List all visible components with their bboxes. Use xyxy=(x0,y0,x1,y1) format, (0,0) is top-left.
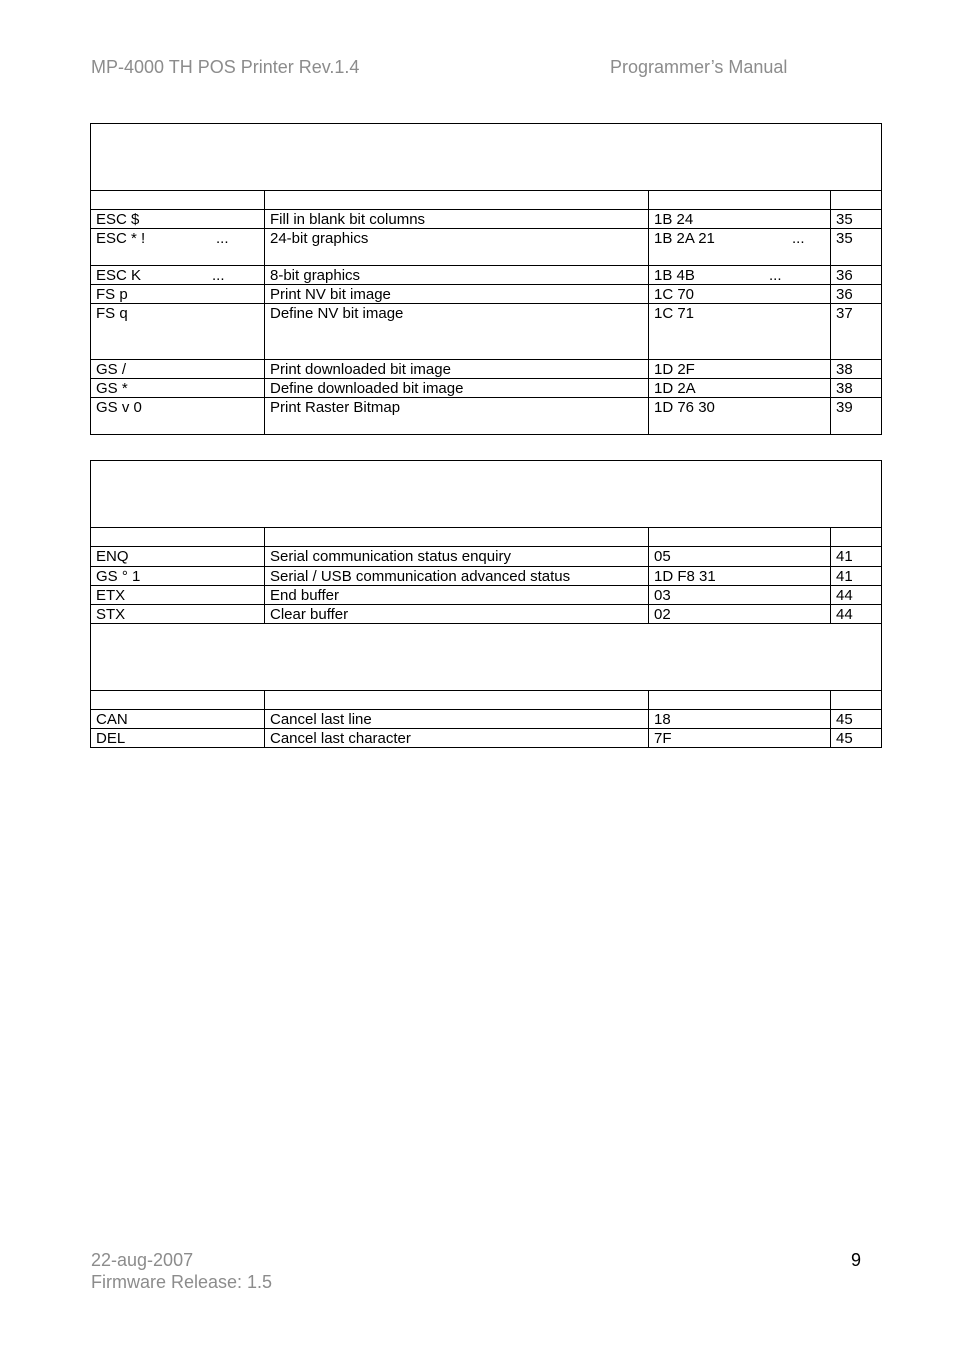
page-cell: 36 xyxy=(831,266,882,285)
footer-firmware-release: Firmware Release: 1.5 xyxy=(91,1272,273,1292)
ellipsis: ... xyxy=(769,267,782,284)
command-cell: GS * xyxy=(91,379,265,398)
command-cell: FS p xyxy=(91,285,265,304)
hex-cell: 1D F8 31 xyxy=(649,567,831,586)
page-cell: 45 xyxy=(831,729,882,748)
table-row xyxy=(91,567,882,586)
command-cell: GS ° 1 xyxy=(91,567,265,586)
hex-cell: 1D 2F xyxy=(649,360,831,379)
hex-cell: 1B 2A 21 ... xyxy=(649,229,831,266)
ellipsis: ... xyxy=(212,267,225,284)
command-cell: ESC K ... xyxy=(91,266,265,285)
table-row xyxy=(91,360,882,379)
table-row xyxy=(91,266,882,285)
description-cell: End buffer xyxy=(265,586,649,605)
table-row xyxy=(91,304,882,360)
page-cell: 39 xyxy=(831,398,882,435)
page-cell: 38 xyxy=(831,360,882,379)
table-row xyxy=(91,285,882,304)
table-row xyxy=(91,229,882,266)
hex-cell: 7F xyxy=(649,729,831,748)
command-cell: STX xyxy=(91,605,265,624)
page-cell: 37 xyxy=(831,304,882,360)
hex-cell: 1D 76 30 xyxy=(649,398,831,435)
command-cell: CAN xyxy=(91,710,265,729)
table-row xyxy=(91,210,882,229)
table-title-row xyxy=(91,124,882,191)
hex-cell: 1B 24 xyxy=(649,210,831,229)
status-and-buffer-commands-table xyxy=(90,460,882,748)
table-row xyxy=(91,379,882,398)
table-row xyxy=(91,729,882,748)
description-cell: Define downloaded bit image xyxy=(265,379,649,398)
command-cell: GS v 0 xyxy=(91,398,265,435)
hex-cell: 18 xyxy=(649,710,831,729)
page-cell: 41 xyxy=(831,567,882,586)
ellipsis: ... xyxy=(216,230,229,247)
hex-cell: 02 xyxy=(649,605,831,624)
page-cell: 35 xyxy=(831,229,882,266)
table-row xyxy=(91,398,882,435)
table-header-row xyxy=(91,528,882,547)
bit-image-commands-table xyxy=(90,123,882,435)
command-cell: ESC $ xyxy=(91,210,265,229)
description-cell: Print downloaded bit image xyxy=(265,360,649,379)
command-cell: GS / xyxy=(91,360,265,379)
command-cell: ETX xyxy=(91,586,265,605)
page-cell: 38 xyxy=(831,379,882,398)
description-cell: Serial / USB communication advanced status xyxy=(265,567,649,586)
ellipsis: ... xyxy=(792,230,805,247)
hex-cell: 1C 71 xyxy=(649,304,831,360)
page-cell: 41 xyxy=(831,547,882,567)
header-document-title: MP-4000 TH POS Printer Rev.1.4 xyxy=(91,57,360,77)
table-row xyxy=(91,586,882,605)
description-cell: Print Raster Bitmap xyxy=(265,398,649,435)
table-row xyxy=(91,547,882,567)
description-cell: Fill in blank bit columns xyxy=(265,210,649,229)
command-cell: ESC * ! ... xyxy=(91,229,265,266)
description-cell: Cancel last character xyxy=(265,729,649,748)
table-title-row xyxy=(91,624,882,691)
command-cell: ENQ xyxy=(91,547,265,567)
description-cell: Serial communication status enquiry xyxy=(265,547,649,567)
command-cell: DEL xyxy=(91,729,265,748)
page-cell: 35 xyxy=(831,210,882,229)
hex-cell: 05 xyxy=(649,547,831,567)
hex-cell: 1C 70 xyxy=(649,285,831,304)
page-cell: 45 xyxy=(831,710,882,729)
page-cell: 44 xyxy=(831,605,882,624)
table-header-row xyxy=(91,191,882,210)
description-cell: 24-bit graphics xyxy=(265,229,649,266)
description-cell: Cancel last line xyxy=(265,710,649,729)
page-cell: 44 xyxy=(831,586,882,605)
page-cell: 36 xyxy=(831,285,882,304)
command-cell: FS q xyxy=(91,304,265,360)
page-number: 9 xyxy=(851,1250,862,1270)
description-cell: Clear buffer xyxy=(265,605,649,624)
table-row xyxy=(91,710,882,729)
table-row xyxy=(91,605,882,624)
hex-cell: 03 xyxy=(649,586,831,605)
description-cell: 8-bit graphics xyxy=(265,266,649,285)
description-cell: Define NV bit image xyxy=(265,304,649,360)
header-manual-title: Programmer’s Manual xyxy=(610,57,788,77)
footer-date: 22-aug-2007 xyxy=(91,1250,194,1270)
table-title-row xyxy=(91,461,882,528)
hex-cell: 1B 4B ... xyxy=(649,266,831,285)
table-header-row xyxy=(91,691,882,710)
description-cell: Print NV bit image xyxy=(265,285,649,304)
hex-cell: 1D 2A xyxy=(649,379,831,398)
